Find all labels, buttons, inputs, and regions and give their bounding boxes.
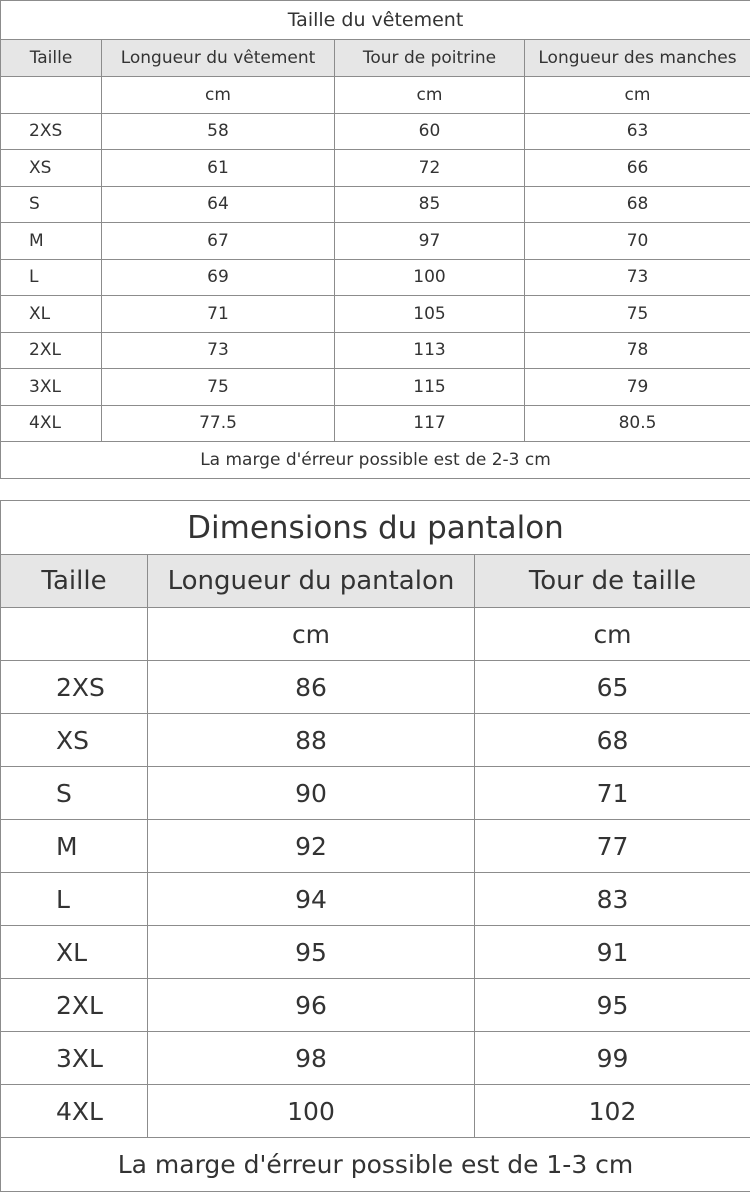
value-cell: 115 bbox=[335, 369, 525, 406]
size-cell: 4XL bbox=[1, 1085, 148, 1138]
value-cell: 68 bbox=[475, 714, 750, 767]
value-cell: 113 bbox=[335, 332, 525, 369]
table-row bbox=[1, 332, 750, 369]
size-cell: M bbox=[1, 820, 148, 873]
size-cell: S bbox=[1, 186, 102, 223]
unit-cell: cm bbox=[525, 77, 750, 114]
value-cell: 73 bbox=[525, 259, 750, 296]
unit-cell: cm bbox=[335, 77, 525, 114]
value-cell: 71 bbox=[475, 767, 750, 820]
units-row bbox=[1, 608, 750, 661]
value-cell: 94 bbox=[148, 873, 475, 926]
unit-cell bbox=[1, 608, 148, 661]
value-cell: 83 bbox=[475, 873, 750, 926]
table-row bbox=[1, 926, 750, 979]
header-size: Taille bbox=[1, 40, 102, 77]
header-garment-length: Longueur du vêtement bbox=[102, 40, 335, 77]
table-row bbox=[1, 223, 750, 260]
size-cell: XS bbox=[1, 150, 102, 187]
value-cell: 75 bbox=[102, 369, 335, 406]
size-cell: M bbox=[1, 223, 102, 260]
table-row bbox=[1, 186, 750, 223]
size-cell: XS bbox=[1, 714, 148, 767]
value-cell: 100 bbox=[148, 1085, 475, 1138]
size-cell: 4XL bbox=[1, 405, 102, 442]
table-row bbox=[1, 259, 750, 296]
size-cell: 2XL bbox=[1, 979, 148, 1032]
unit-cell bbox=[1, 77, 102, 114]
size-cell: 2XS bbox=[1, 113, 102, 150]
table-row bbox=[1, 369, 750, 406]
header-chest: Tour de poitrine bbox=[335, 40, 525, 77]
value-cell: 100 bbox=[335, 259, 525, 296]
size-cell: 2XS bbox=[1, 661, 148, 714]
value-cell: 85 bbox=[335, 186, 525, 223]
size-cell: XL bbox=[1, 296, 102, 333]
value-cell: 90 bbox=[148, 767, 475, 820]
table-row bbox=[1, 714, 750, 767]
size-cell: 3XL bbox=[1, 1032, 148, 1085]
size-cell: L bbox=[1, 873, 148, 926]
value-cell: 60 bbox=[335, 113, 525, 150]
unit-cell: cm bbox=[102, 77, 335, 114]
pants-size-table bbox=[0, 500, 750, 1192]
garment-table-title: Taille du vêtement bbox=[1, 1, 750, 40]
value-cell: 96 bbox=[148, 979, 475, 1032]
value-cell: 105 bbox=[335, 296, 525, 333]
units-row bbox=[1, 77, 750, 114]
header-size: Taille bbox=[1, 555, 148, 608]
table-row bbox=[1, 1032, 750, 1085]
value-cell: 98 bbox=[148, 1032, 475, 1085]
value-cell: 79 bbox=[525, 369, 750, 406]
table-row bbox=[1, 979, 750, 1032]
pants-header-row bbox=[1, 555, 750, 608]
table-row bbox=[1, 405, 750, 442]
pants-table-title: Dimensions du pantalon bbox=[1, 501, 750, 555]
table-row bbox=[1, 873, 750, 926]
garment-header-row bbox=[1, 40, 750, 77]
value-cell: 72 bbox=[335, 150, 525, 187]
size-cell: S bbox=[1, 767, 148, 820]
size-cell: 3XL bbox=[1, 369, 102, 406]
value-cell: 95 bbox=[475, 979, 750, 1032]
value-cell: 75 bbox=[525, 296, 750, 333]
header-sleeve-length: Longueur des manches bbox=[525, 40, 750, 77]
value-cell: 64 bbox=[102, 186, 335, 223]
unit-cell: cm bbox=[148, 608, 475, 661]
header-waist: Tour de taille bbox=[475, 555, 750, 608]
table-row bbox=[1, 661, 750, 714]
value-cell: 61 bbox=[102, 150, 335, 187]
value-cell: 67 bbox=[102, 223, 335, 260]
value-cell: 58 bbox=[102, 113, 335, 150]
value-cell: 78 bbox=[525, 332, 750, 369]
value-cell: 97 bbox=[335, 223, 525, 260]
value-cell: 73 bbox=[102, 332, 335, 369]
table-row bbox=[1, 150, 750, 187]
header-pants-length: Longueur du pantalon bbox=[148, 555, 475, 608]
value-cell: 95 bbox=[148, 926, 475, 979]
table-row bbox=[1, 113, 750, 150]
value-cell: 77.5 bbox=[102, 405, 335, 442]
value-cell: 63 bbox=[525, 113, 750, 150]
value-cell: 77 bbox=[475, 820, 750, 873]
value-cell: 68 bbox=[525, 186, 750, 223]
table-row bbox=[1, 767, 750, 820]
value-cell: 102 bbox=[475, 1085, 750, 1138]
unit-cell: cm bbox=[475, 608, 750, 661]
value-cell: 117 bbox=[335, 405, 525, 442]
value-cell: 86 bbox=[148, 661, 475, 714]
pants-tolerance-note: La marge d'érreur possible est de 1-3 cm bbox=[1, 1138, 750, 1192]
value-cell: 80.5 bbox=[525, 405, 750, 442]
size-cell: L bbox=[1, 259, 102, 296]
value-cell: 66 bbox=[525, 150, 750, 187]
size-cell: 2XL bbox=[1, 332, 102, 369]
garment-size-table bbox=[0, 0, 750, 479]
table-row bbox=[1, 1085, 750, 1138]
value-cell: 65 bbox=[475, 661, 750, 714]
size-cell: XL bbox=[1, 926, 148, 979]
value-cell: 70 bbox=[525, 223, 750, 260]
value-cell: 92 bbox=[148, 820, 475, 873]
value-cell: 71 bbox=[102, 296, 335, 333]
table-row bbox=[1, 820, 750, 873]
value-cell: 88 bbox=[148, 714, 475, 767]
value-cell: 69 bbox=[102, 259, 335, 296]
garment-tolerance-note: La marge d'érreur possible est de 2-3 cm bbox=[1, 442, 750, 479]
value-cell: 99 bbox=[475, 1032, 750, 1085]
table-row bbox=[1, 296, 750, 333]
value-cell: 91 bbox=[475, 926, 750, 979]
